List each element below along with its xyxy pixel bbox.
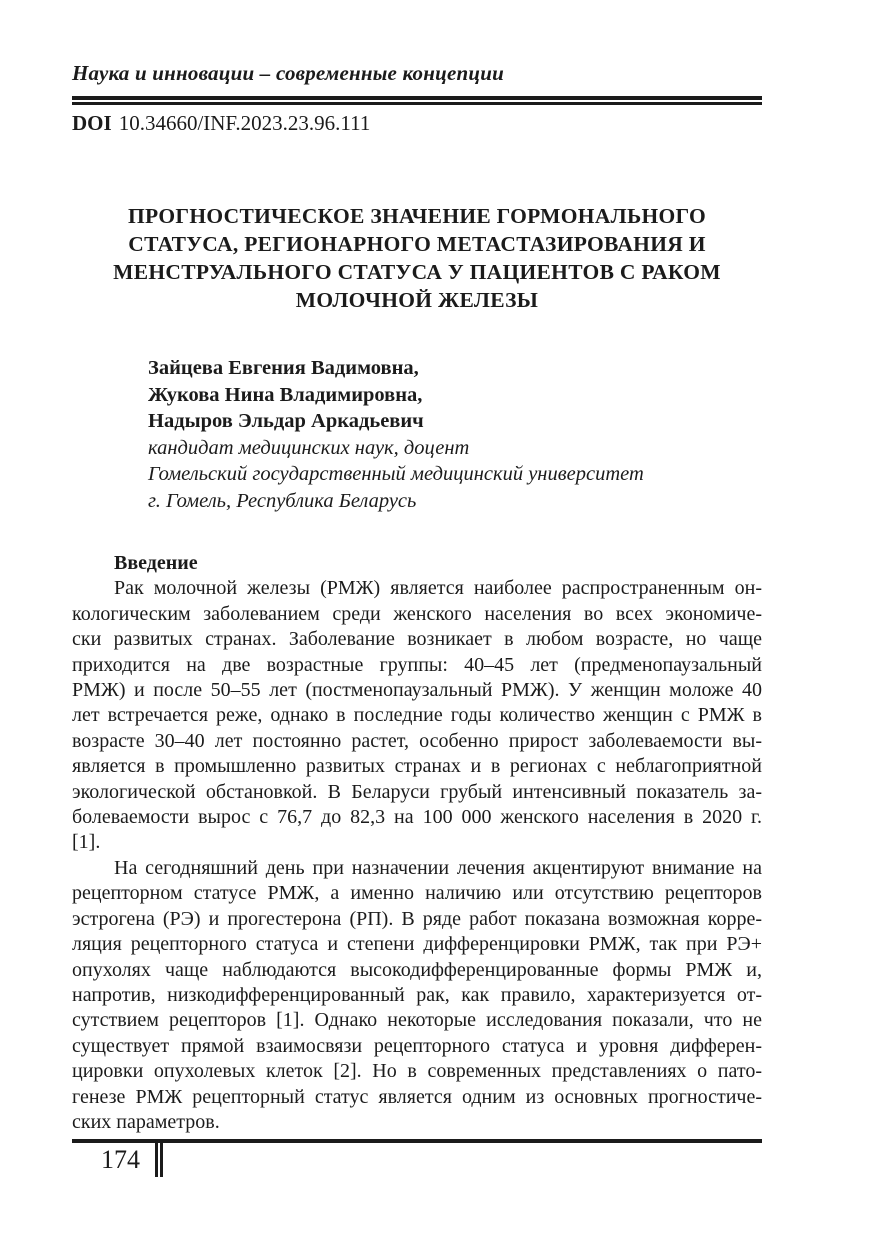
text-line: [1]. xyxy=(72,831,101,854)
text-line: лет встречается реже, однако в последние годы количество женщин с РМЖ в xyxy=(72,704,762,727)
text-line: На сегодняшний день при назначении лечения акцентируют внимание на xyxy=(114,856,762,879)
text-line: кологическим заболеванием среди женского населения во всех экономиче- xyxy=(72,602,762,625)
text-line: сутствием рецепторов [1]. Однако некоторые исследования показали, что не xyxy=(72,1009,762,1032)
affiliation xyxy=(148,435,762,515)
text-line: приходится на две возрастные группы: 40–45 лет (предменопаузальный xyxy=(72,653,762,676)
paragraph-1 xyxy=(72,576,762,855)
text-line: является в промышленно развитых странах и в регионах с неблагоприятной xyxy=(72,755,762,778)
text-line: существует прямой взаимосвязи рецепторного статуса и уровня дифферен- xyxy=(72,1034,762,1057)
page-number: 174 xyxy=(101,1145,140,1174)
section-heading: Введение xyxy=(114,552,198,574)
text-line: опухолях чаще наблюдаются высокодифференцированные формы РМЖ и, xyxy=(72,958,762,981)
article-title xyxy=(72,202,762,314)
header-rule xyxy=(72,96,762,105)
text-line: ских параметров. xyxy=(72,1110,220,1133)
text-line: СТАТУСА, РЕГИОНАРНОГО МЕТАСТАЗИРОВАНИЯ И xyxy=(128,232,706,256)
text-line: кандидат медицинских наук, доцент xyxy=(148,436,470,459)
doi-value: 10.34660/INF.2023.23.96.111 xyxy=(118,111,371,135)
text-line: ляция рецепторного статуса и степени дифференцировки РМЖ, так при РЭ+ xyxy=(72,933,762,956)
journal-running-title: Наука и инновации – современные концепции xyxy=(72,61,505,85)
authors-block xyxy=(148,355,762,514)
text-line: рецепторном статусе РМЖ, а именно наличию или отсутствию рецепторов xyxy=(72,882,762,905)
text-line: цировки опухолевых клеток [2]. Но в современных представлениях о пато- xyxy=(72,1060,762,1083)
doi-line xyxy=(72,111,370,136)
text-line: Надыров Эльдар Аркадьевич xyxy=(148,410,424,432)
footer-double-bar-mark xyxy=(155,1143,163,1177)
text-line: экологической обстановкой. В Беларуси грубый интенсивный показатель за- xyxy=(72,780,762,803)
text-line: эстрогена (РЭ) и прогестерона (РП). В ряде работ показана возможная корре- xyxy=(72,907,762,930)
text-line: генезе РМЖ рецепторный статус является одним из основных прогностиче- xyxy=(72,1085,762,1108)
text-line: Рак молочной железы (РМЖ) является наиболее распространенным он- xyxy=(114,577,762,600)
text-line: ски развитых странах. Заболевание возникает в любом возрасте, но чаще xyxy=(72,628,762,651)
author-names xyxy=(148,355,762,435)
text-line: МЕНСТРУАЛЬНОГО СТАТУСА У ПАЦИЕНТОВ С РАКОМ xyxy=(113,260,721,284)
text-line: напротив, низкодифференцированный рак, как правило, характеризуется от- xyxy=(72,983,762,1006)
text-line: г. Гомель, Республика Беларусь xyxy=(148,489,417,512)
paragraph-2 xyxy=(72,856,762,1135)
text-line: РМЖ) и после 50–55 лет (постменопаузальный РМЖ). У женщин моложе 40 xyxy=(72,679,762,702)
text-line: Зайцева Евгения Вадимовна, xyxy=(148,357,419,379)
doi-label: DOI xyxy=(72,111,112,135)
text-line: возрасте 30–40 лет постоянно растет, особенно прирост заболеваемости вы- xyxy=(72,729,762,752)
text-line: ПРОГНОСТИЧЕСКОЕ ЗНАЧЕНИЕ ГОРМОНАЛЬНОГО xyxy=(128,204,706,228)
footer-rule xyxy=(72,1139,762,1143)
introduction-section xyxy=(72,551,762,1135)
text-line: МОЛОЧНОЙ ЖЕЛЕЗЫ xyxy=(295,288,539,312)
text-line: Жукова Нина Владимировна, xyxy=(148,383,423,406)
text-line: Гомельский государственный медицинский университет xyxy=(148,463,644,485)
text-line: болеваемости вырос с 76,7 до 82,3 на 100 000 женского населения в 2020 г. xyxy=(72,806,762,829)
